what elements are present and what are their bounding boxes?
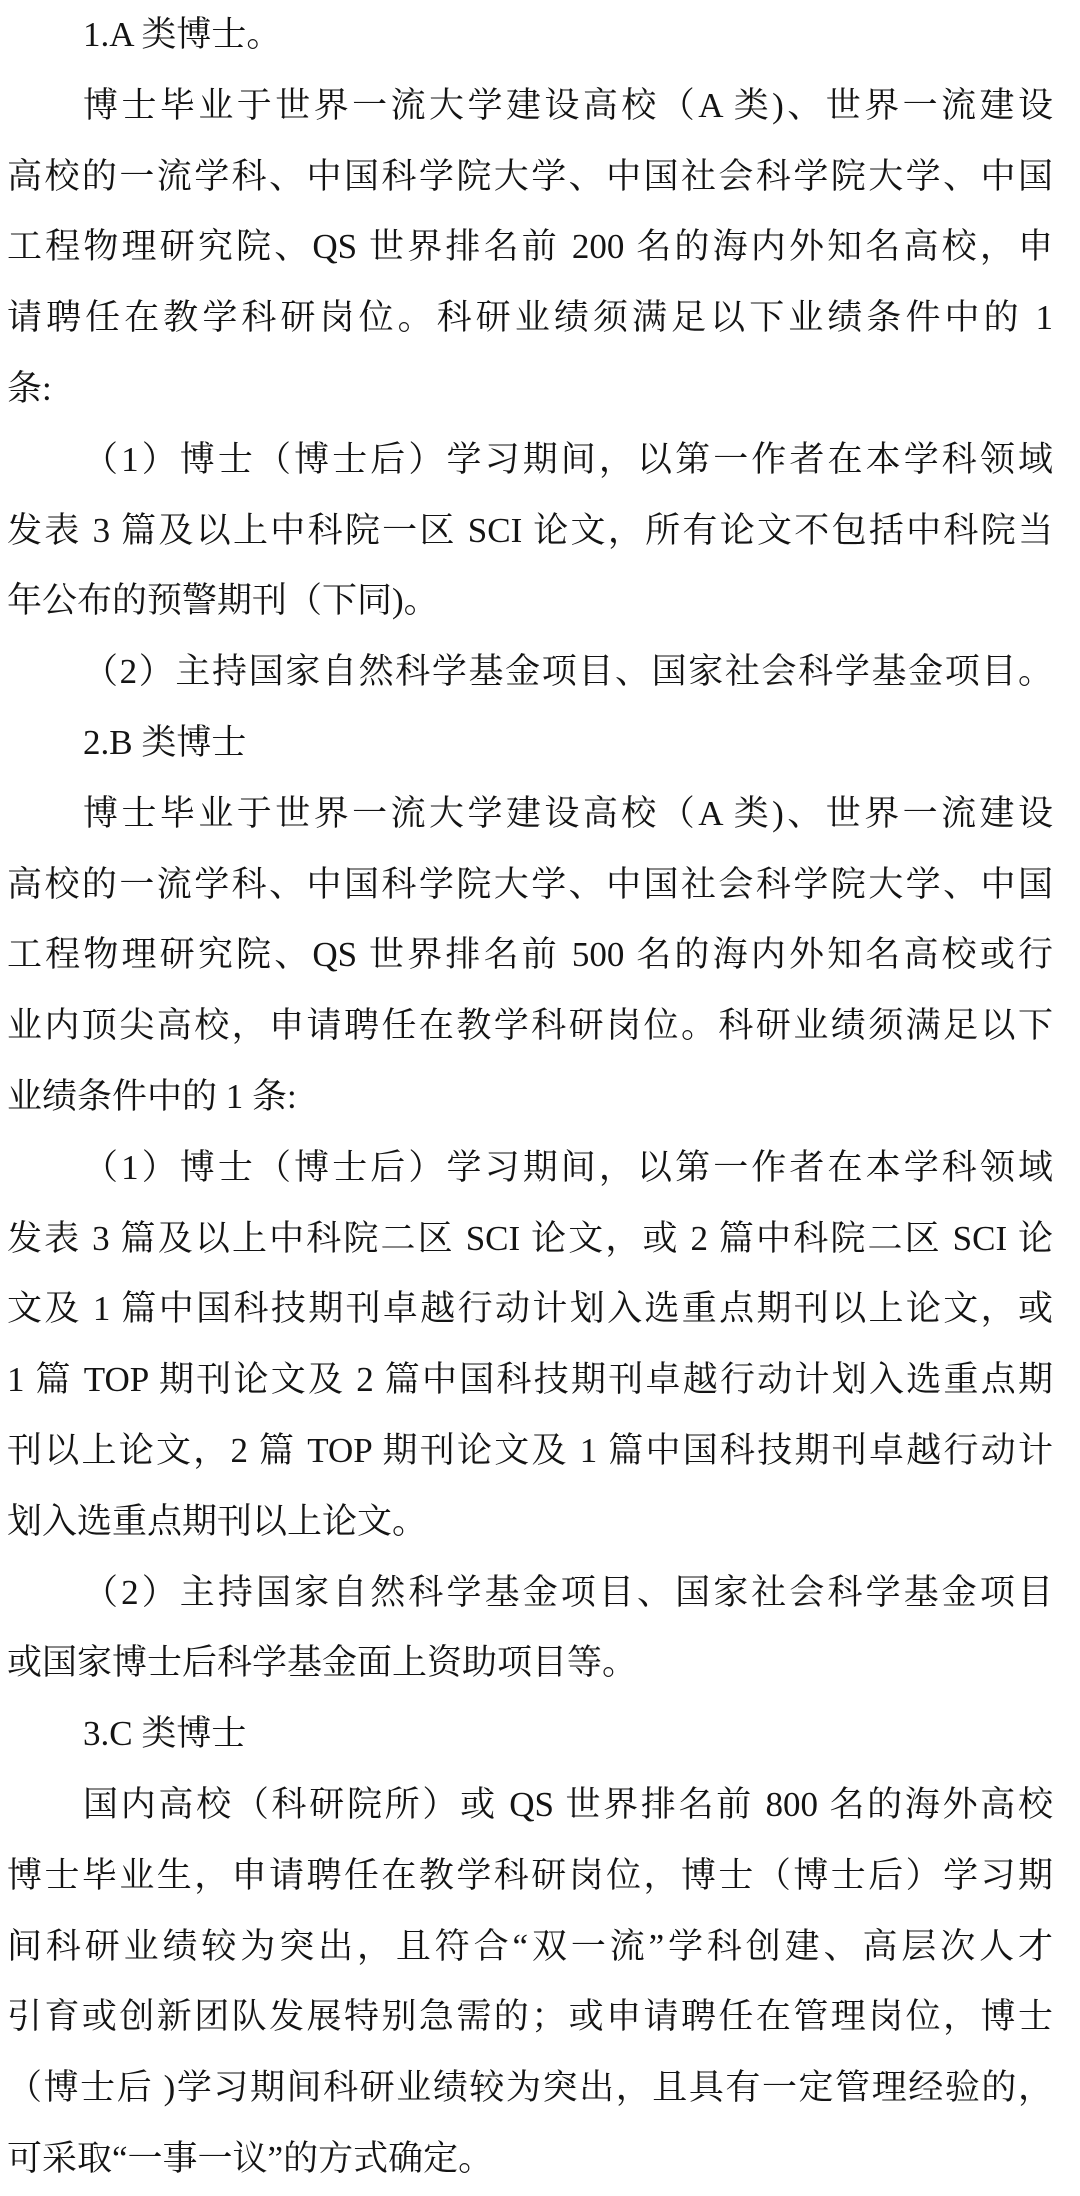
section-a-intro-line: 高校的一流学科、中国科学院大学、中国社会科学院大学、中国 xyxy=(7,156,1053,196)
section-c-intro-line: 国内高校（科研院所）或 QS 世界排名前 800 名的海外高校 xyxy=(83,1784,1053,1824)
section-b-item-1-line: （1）博士（博士后）学习期间，以第一作者在本学科领域 xyxy=(83,1147,1053,1187)
section-a-item-1 xyxy=(7,425,1053,637)
section-c-intro-line: 博士毕业生，申请聘任在教学科研岗位，博士（博士后）学习期 xyxy=(7,1855,1053,1895)
section-c-intro-line: （博士后 )学习期间科研业绩较为突出，且具有一定管理经验的， xyxy=(7,2068,1053,2108)
section-b-item-2-line: （2）主持国家自然科学基金项目、国家社会科学基金项目 xyxy=(83,1572,1053,1612)
section-b-intro-line: 业内顶尖高校，申请聘任在教学科研岗位。科研业绩须满足以下 xyxy=(7,1006,1053,1046)
section-b-item-1-line: 发表 3 篇及以上中科院二区 SCI 论文，或 2 篇中科院二区 SCI 论 xyxy=(7,1218,1053,1258)
section-b-item-1 xyxy=(7,1133,1053,1558)
section-b-intro-line: 高校的一流学科、中国科学院大学、中国社会科学院大学、中国 xyxy=(7,864,1053,904)
section-b-item-1-line: 文及 1 篇中国科技期刊卓越行动计划入选重点期刊以上论文，或 xyxy=(7,1289,1053,1329)
section-c-heading: 3.C 类博士 xyxy=(83,1714,247,1754)
section-a-intro-line: 请聘任在教学科研岗位。科研业绩须满足以下业绩条件中的 1 xyxy=(7,298,1053,338)
section-a-intro-line: 条: xyxy=(7,368,52,408)
section-b-intro-line: 业绩条件中的 1 条: xyxy=(7,1076,297,1116)
section-a-item-1-line: （1）博士（博士后）学习期间，以第一作者在本学科领域 xyxy=(83,439,1053,479)
section-b-item-2-line: 或国家博士后科学基金面上资助项目等。 xyxy=(7,1643,638,1683)
section-b-item-1-line: 刊以上论文，2 篇 TOP 期刊论文及 1 篇中国科技期刊卓越行动计 xyxy=(7,1430,1053,1470)
section-b-intro-line: 工程物理研究院、QS 世界排名前 500 名的海内外知名高校或行 xyxy=(7,935,1053,975)
section-a-item-2-line: （2）主持国家自然科学基金项目、国家社会科学基金项目。 xyxy=(83,652,1053,692)
section-a-intro-line: 工程物理研究院、QS 世界排名前 200 名的海内外知名高校，申 xyxy=(7,227,1053,267)
section-b-heading: 2.B 类博士 xyxy=(83,722,247,762)
section-a-item-1-line: 年公布的预警期刊（下同)。 xyxy=(7,581,439,621)
section-a-intro-line: 博士毕业于世界一流大学建设高校（A 类)、世界一流建设 xyxy=(83,85,1053,125)
section-c-intro-line: 引育或创新团队发展特别急需的；或申请聘任在管理岗位，博士 xyxy=(7,1997,1053,2037)
section-b-item-1-line: 1 篇 TOP 期刊论文及 2 篇中国科技期刊卓越行动计划入选重点期 xyxy=(7,1360,1053,1400)
section-b-item-2 xyxy=(7,1558,1053,1700)
section-a-heading: 1.A 类博士。 xyxy=(83,15,282,54)
section-c xyxy=(7,1699,1053,2195)
section-c-intro-line: 可采取“一事一议”的方式确定。 xyxy=(7,2138,494,2178)
section-c-intro-line: 间科研业绩较为突出，且符合“双一流”学科创建、高层次人才 xyxy=(7,1926,1053,1966)
section-b-item-1-line: 划入选重点期刊以上论文。 xyxy=(7,1501,428,1541)
document-body xyxy=(7,0,1053,2195)
section-c-intro xyxy=(7,1770,1053,2195)
section-b-intro-line: 博士毕业于世界一流大学建设高校（A 类)、世界一流建设 xyxy=(83,793,1053,833)
section-b-intro xyxy=(7,779,1053,1133)
section-a-item-1-line: 发表 3 篇及以上中科院一区 SCI 论文，所有论文不包括中科院当 xyxy=(7,510,1053,550)
section-b xyxy=(7,708,1053,1699)
section-a-item-2 xyxy=(7,637,1053,708)
section-a-intro xyxy=(7,71,1053,425)
section-a xyxy=(7,0,1053,708)
